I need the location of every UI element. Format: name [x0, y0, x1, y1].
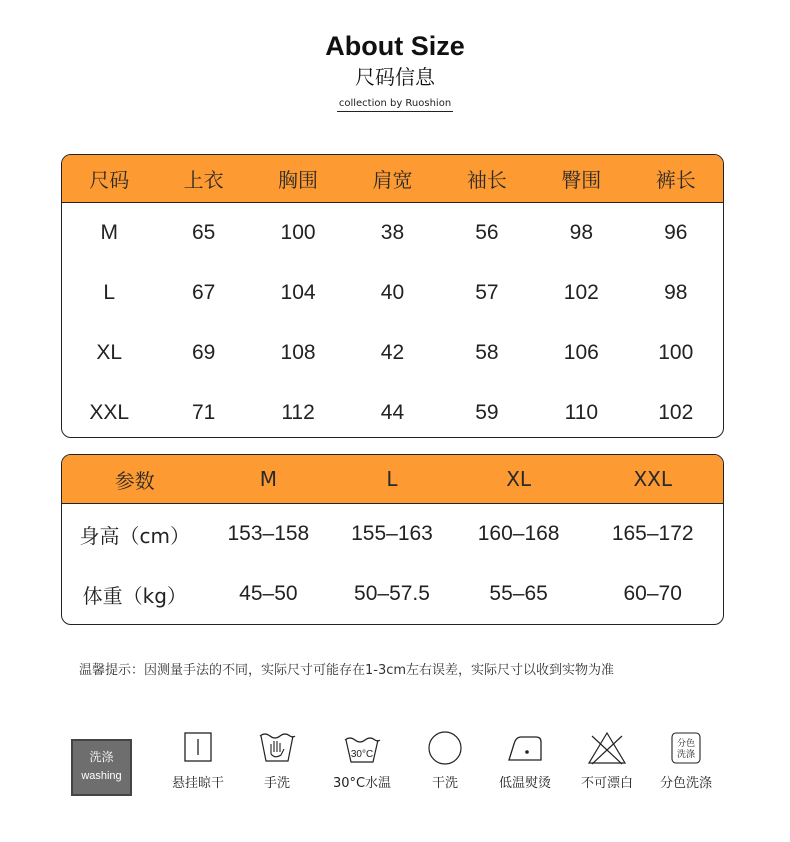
- care-label: 不可漂白: [580, 776, 633, 791]
- column-header: XL: [506, 467, 532, 491]
- column-header: 上衣: [183, 168, 224, 192]
- table-cell: 100: [658, 341, 694, 364]
- care-label: 干洗: [431, 776, 458, 791]
- table-cell: 96: [664, 221, 688, 244]
- care-label: 悬挂晾干: [171, 776, 224, 791]
- table-cell: 44: [380, 401, 405, 424]
- page-title: About Size: [325, 31, 465, 61]
- table-cell: 106: [563, 341, 599, 364]
- table-cell: 42: [380, 341, 405, 364]
- care-label: 分色洗涤: [659, 776, 712, 791]
- table-cell: 153–158: [227, 522, 310, 545]
- table-row: [62, 504, 723, 564]
- column-header: 尺码: [89, 168, 130, 192]
- wash-temp-text: 30°C: [350, 749, 374, 760]
- column-header: 参数: [114, 468, 155, 493]
- table-cell: M: [100, 221, 118, 244]
- table-cell: 108: [280, 341, 316, 364]
- table-cell: 67: [191, 281, 216, 304]
- table-cell: 102: [658, 401, 694, 424]
- column-header: 肩宽: [372, 168, 413, 192]
- washing-badge: [71, 739, 132, 796]
- column-header: 臀围: [561, 168, 602, 192]
- tip-note: 温馨提示：因测量手法的不同，实际尺寸可能存在1-3cm左右误差，实际尺寸以收到实物为准: [79, 663, 615, 678]
- table-cell: 110: [564, 401, 599, 424]
- table-row: [62, 323, 723, 383]
- care-item-hang-dry: [158, 730, 238, 791]
- table-cell: XXL: [89, 401, 130, 424]
- table-cell: 40: [380, 281, 405, 304]
- care-item-separate-wash: [646, 730, 726, 791]
- table-row: [62, 383, 723, 438]
- table-cell: 165–172: [611, 522, 694, 545]
- no-bleach-icon: [586, 730, 628, 766]
- column-header: 袖长: [466, 168, 507, 192]
- separate-text-2: 洗涤: [676, 750, 696, 760]
- table-cell: L: [103, 281, 116, 304]
- table-cell: 155–163: [351, 522, 433, 545]
- table-cell: 69: [191, 341, 216, 364]
- washing-badge-en: washing: [81, 770, 122, 782]
- table-cell: 57: [475, 281, 499, 304]
- table-cell: 65: [191, 221, 216, 244]
- table-cell: 50–57.5: [354, 582, 430, 605]
- low-iron-icon: [505, 730, 545, 766]
- table-cell: XL: [96, 341, 123, 364]
- column-header: 胸围: [278, 168, 319, 192]
- column-header: XXL: [633, 467, 672, 491]
- column-header: 裤长: [655, 168, 696, 192]
- care-item-dry-clean: [405, 730, 485, 791]
- param-table-header: [62, 455, 723, 504]
- brand-subtitle: collection by Ruoshion: [337, 97, 453, 112]
- table-cell: 56: [475, 221, 499, 244]
- row-label: 体重（kg）: [82, 583, 187, 608]
- table-cell: 104: [280, 281, 316, 304]
- table-cell: 38: [380, 221, 405, 244]
- dry-clean-icon: [427, 730, 463, 766]
- table-row: [62, 203, 723, 263]
- table-cell: 160–168: [477, 522, 560, 545]
- table-cell: 102: [563, 281, 599, 304]
- table-cell: 45–50: [239, 582, 298, 605]
- hand-wash-icon: [257, 730, 297, 766]
- size-table: [61, 154, 724, 438]
- care-label: 30°C水温: [332, 776, 392, 791]
- care-item-hand-wash: [237, 730, 317, 791]
- washing-badge-cn: 洗涤: [89, 750, 114, 764]
- table-cell: 100: [280, 221, 316, 244]
- table-cell: 60–70: [623, 582, 682, 605]
- param-table: [61, 454, 724, 625]
- table-cell: 58: [475, 341, 499, 364]
- care-instructions: [0, 730, 790, 810]
- separate-wash-icon: [669, 730, 703, 766]
- care-item-no-bleach: [567, 730, 647, 791]
- table-cell: 59: [475, 401, 499, 424]
- hang-dry-icon: [181, 730, 215, 766]
- table-row: [62, 564, 723, 624]
- size-table-header: [62, 155, 723, 203]
- page-title-cn: 尺码信息: [355, 65, 435, 89]
- row-label: 身高（cm）: [79, 523, 191, 548]
- wash-30c-icon: [342, 730, 382, 766]
- page-header: [0, 30, 790, 112]
- care-item-low-iron: [485, 730, 565, 791]
- table-row: [62, 263, 723, 323]
- table-cell: 98: [569, 221, 593, 244]
- care-label: 手洗: [263, 776, 290, 791]
- care-item-wash-30: [322, 730, 402, 791]
- separate-text-1: 分色: [676, 739, 696, 749]
- table-cell: 112: [281, 401, 315, 424]
- table-cell: 71: [191, 401, 216, 424]
- care-label: 低温熨烫: [498, 776, 551, 791]
- column-header: L: [386, 467, 398, 491]
- table-cell: 55–65: [489, 582, 548, 605]
- table-cell: 98: [664, 281, 688, 304]
- column-header: M: [259, 467, 277, 491]
